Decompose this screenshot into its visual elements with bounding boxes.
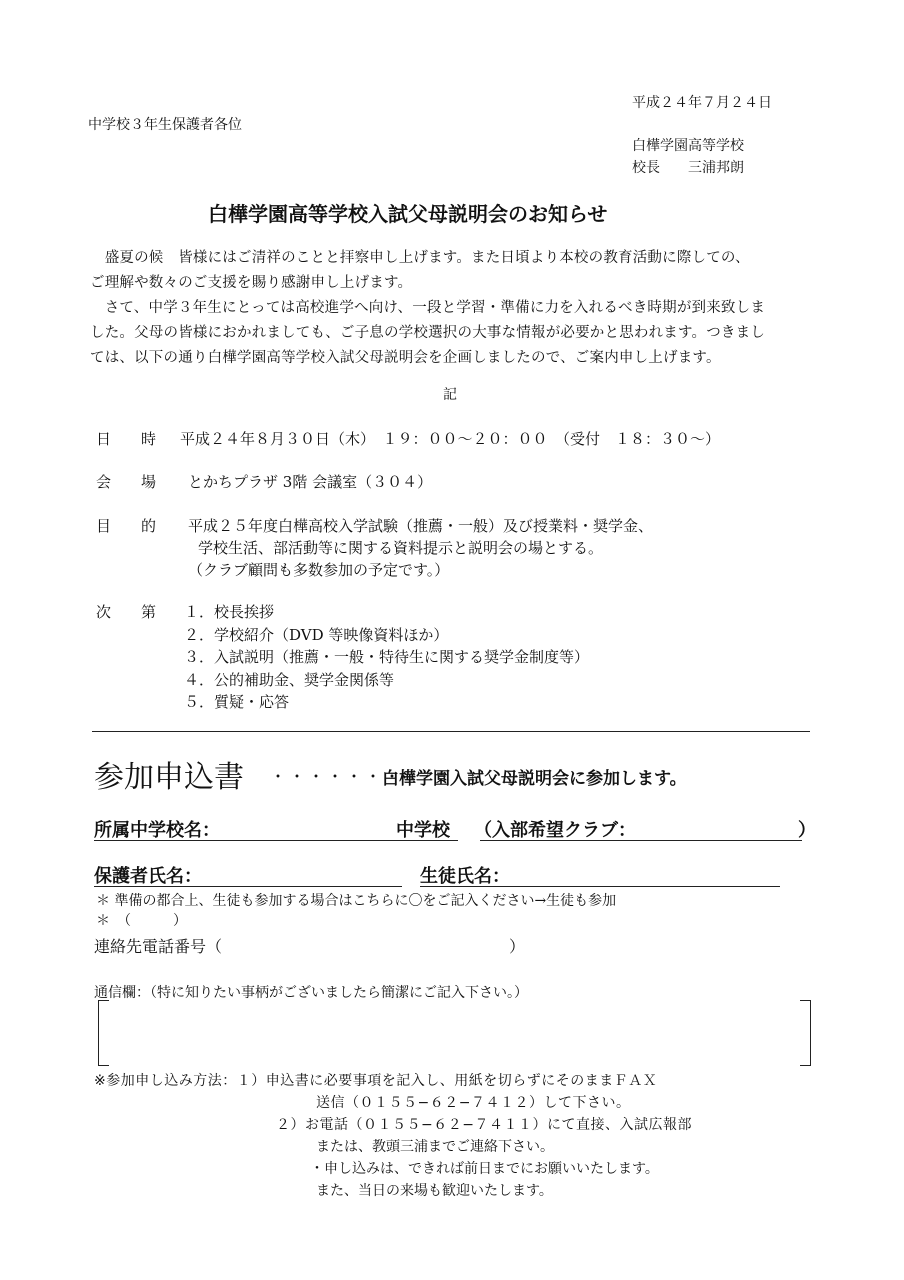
school-name: 白樺学園高等学校 <box>632 138 744 154</box>
body-line: ては、以下の通り白樺学園高等学校入試父母説明会を企画しましたので、ご案内申し上げます。 <box>90 350 721 366</box>
club-field[interactable] <box>480 840 802 841</box>
body-text <box>90 246 765 371</box>
agenda-item: ５．質疑・応答 <box>184 693 290 711</box>
student-attend-note: ＊ 準備の都合上、生徒も参加する場合はこちらに〇をご記入ください→生徒も参加 <box>96 893 617 909</box>
method-line-6: また、当日の来場も歓迎いたします。 <box>316 1183 553 1199</box>
agenda-item: １．校長挨拶 <box>184 603 275 621</box>
body-line: ご理解や数々のご支援を賜り感謝申し上げます。 <box>90 275 413 291</box>
purpose-line: 平成２５年度白樺高校入学試験（推薦・一般）及び授業料・奨学金、 <box>188 517 654 535</box>
recipient: 中学校３年生保護者各位 <box>88 117 242 133</box>
club-label: （入部希望クラブ： <box>474 820 636 841</box>
purpose-label: 目 的 <box>96 517 157 535</box>
body-line: さて、中学３年生にとっては高校進学へ向け、一段と学習・準備に力を入れるべき時期が到来致しま <box>90 300 766 316</box>
method-line-5: ・申し込みは、できれば前日までにお願いいたします。 <box>310 1161 659 1177</box>
method-line-4: または、教頭三浦までご連絡下さい。 <box>316 1139 554 1155</box>
junior-high-label: 所属中学校名： <box>94 820 220 841</box>
date: 平成２４年７月２４日 <box>632 95 772 111</box>
document-title: 白樺学園高等学校入試父母説明会のお知らせ <box>208 202 608 226</box>
body-line: した。父母の皆様におかれましても、ご子息の学校選択の大事な情報が必要かと思われます。つきまし <box>90 325 766 341</box>
purpose-line: （クラブ顧問も多数参加の予定です。） <box>188 561 450 579</box>
junior-high-field[interactable] <box>94 840 458 841</box>
cut-divider <box>92 731 810 732</box>
student-name-label: 生徒氏名： <box>420 866 510 887</box>
agenda-label: 次 第 <box>96 603 157 621</box>
venue-label: 会 場 <box>96 473 157 491</box>
method-line-2: 送信（０１５５−６２−７４１２）して下さい。 <box>316 1095 631 1111</box>
method-line-3: ２）お電話（０１５５−６２−７４１１）にて直接、入試広報部 <box>276 1117 692 1133</box>
guardian-name-label: 保護者氏名： <box>94 866 202 887</box>
principal-name: 校長 三浦邦朗 <box>632 160 744 176</box>
junior-high-suffix: 中学校 <box>396 820 450 841</box>
comment-box-right <box>800 1000 811 1066</box>
ki-mark: 記 <box>443 387 457 403</box>
method-line-1: ※参加申し込み方法：１）申込書に必要事項を記入し、用紙を切らずにそのままＦＡＸ <box>94 1073 658 1089</box>
comment-label: 通信欄：（特に知りたい事柄がございましたら簡潔にご記入下さい。） <box>94 985 528 1001</box>
venue-value: とかちプラザ 3階 会議室（３０４） <box>188 473 433 491</box>
phone-label: 連絡先電話番号（ <box>94 937 223 956</box>
phone-close: ） <box>509 937 526 956</box>
form-heading-sub: 白樺学園入試父母説明会に参加します。 <box>382 769 687 789</box>
agenda-item: ４．公的補助金、奨学金関係等 <box>184 670 395 689</box>
guardian-name-field[interactable] <box>94 886 402 887</box>
student-attend-mark[interactable]: ＊ （ ） <box>96 913 187 929</box>
body-line: 盛夏の候 皆様にはご清祥のことと拝察申し上げます。また日頃より本校の教育活動に際しての、 <box>90 250 750 266</box>
comment-box-left <box>98 1000 109 1066</box>
purpose-text <box>188 515 653 581</box>
agenda-list <box>184 601 589 714</box>
form-heading: 参加申込書 <box>94 760 244 795</box>
club-close: ） <box>798 820 816 841</box>
agenda-item: ３．入試説明（推薦・一般・特待生に関する奨学金制度等） <box>184 648 590 666</box>
agenda-item: ２．学校紹介（DVD 等映像資料ほか） <box>184 625 449 644</box>
form-heading-dots: ・・・・・・・ <box>270 767 404 786</box>
comment-field[interactable] <box>112 1002 796 1064</box>
datetime-value: 平成２４年８月３０日（木） １９：００〜２０：００ （受付 １８：３０〜） <box>180 430 721 448</box>
student-name-field[interactable] <box>420 886 780 887</box>
purpose-line: 学校生活、部活動等に関する資料提示と説明会の場とする。 <box>198 539 604 557</box>
datetime-label: 日 時 <box>96 430 157 448</box>
